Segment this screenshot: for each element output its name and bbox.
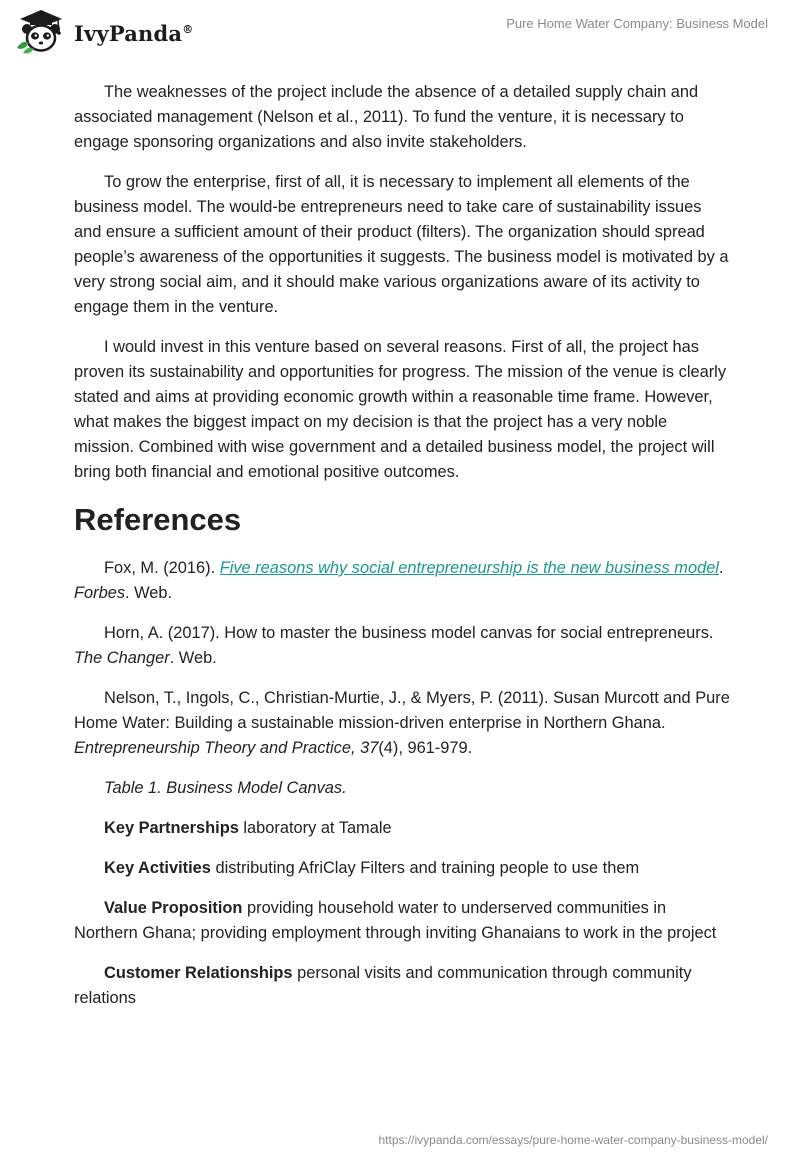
running-title: Pure Home Water Company: Business Model	[506, 16, 768, 31]
table-row-text: distributing AfriClay Filters and training people to use them	[210, 859, 640, 877]
essay-content	[74, 80, 730, 1026]
brand-text: IvyPanda	[74, 20, 183, 46]
table-row	[74, 961, 730, 1011]
reference-entry	[74, 686, 730, 761]
panda-graduate-icon	[14, 8, 70, 54]
table-caption-text: Table 1. Business Model Canvas.	[104, 779, 347, 797]
reference-source: Entrepreneurship Theory and Practice, 37	[74, 739, 379, 757]
table-row	[74, 856, 730, 881]
table-row-text: laboratory at Tamale	[238, 819, 392, 837]
reference-suffix: (4), 961-979.	[378, 739, 473, 757]
reference-separator: .	[718, 559, 724, 577]
reference-suffix: . Web.	[169, 649, 217, 667]
page-header	[0, 0, 800, 70]
footer-url[interactable]: https://ivypanda.com/essays/pure-home-water-company-business-model/	[378, 1133, 768, 1147]
reference-entry	[74, 556, 730, 606]
registered-mark: ®	[182, 22, 194, 36]
table-row	[74, 896, 730, 946]
reference-entry	[74, 621, 730, 671]
table-row-text: personal visits and communication through community relations	[74, 964, 692, 1007]
references-heading: References	[74, 502, 242, 537]
table-row-label: Value Proposition	[104, 899, 243, 917]
reference-prefix: Horn, A. (2017). How to master the business model canvas for social entrepreneurs.	[104, 624, 714, 642]
table-row-label: Key Partnerships	[104, 819, 239, 837]
table-row-label: Customer Relationships	[104, 964, 293, 982]
reference-source: Forbes	[74, 584, 126, 602]
table-row-text: providing household water to underserved communities in Northern Ghana; providing employment through inviting Ghanaians to work in the project	[74, 899, 717, 942]
ivypanda-logo[interactable]	[14, 8, 193, 54]
body-paragraph: I would invest in this venture based on several reasons. First of all, the project has proven its sustainability and opportunities for progress. The mission of the venue is clearly stated and aims at providing economic growth within a reasonable time frame. However, what makes the biggest impact on my decision is that the project has a very noble mission. Combined with wise government and a detailed business model, the project will bring both financial and emotional positive outcomes.	[74, 338, 727, 481]
reference-suffix: . Web.	[125, 584, 173, 602]
body-paragraph: The weaknesses of the project include the absence of a detailed supply chain and associated management (Nelson et al., 2011). To fund the venture, it is necessary to engage sponsoring organizations and also invite stakeholders.	[74, 83, 699, 151]
reference-source: The Changer	[74, 649, 170, 667]
reference-link[interactable]: Five reasons why social entrepreneurship is the new business model	[219, 559, 719, 577]
brand-name	[74, 21, 193, 46]
reference-prefix: Nelson, T., Ingols, C., Christian-Murtie, J., & Myers, P. (2011). Susan Murcott and Pure Home Water: Building a sustainable mission-driven enterprise in Northern Ghana.	[74, 689, 730, 732]
table-row	[74, 816, 730, 841]
body-paragraph: To grow the enterprise, first of all, it is necessary to implement all elements of the business model. The would-be entrepreneurs need to take care of sustainability issues and ensure a sufficient amount of their product (filters). The organization should spread people’s awareness of the opportunities it suggests. The business model is motivated by a very strong social aim, and it should make various organizations aware of its activity to engage them in the venture.	[74, 173, 729, 316]
reference-prefix: Fox, M. (2016).	[104, 559, 220, 577]
table-row-label: Key Activities	[104, 859, 211, 877]
table-caption	[74, 776, 730, 801]
